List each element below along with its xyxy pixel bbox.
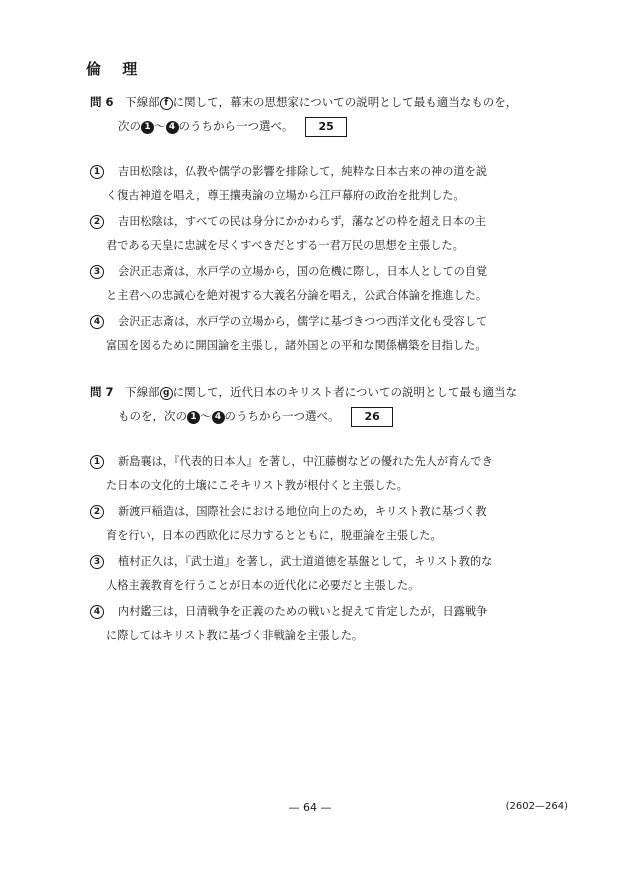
- question-6-options: [90, 160, 570, 358]
- page-number: — 64 —: [288, 801, 332, 814]
- option-number: 3: [90, 555, 104, 569]
- prompt-text: 下線部: [125, 95, 160, 109]
- option-3: [90, 260, 570, 308]
- choice-range-end: 4: [166, 121, 179, 134]
- range-tilde: ～: [200, 409, 212, 423]
- option-text: に際してはキリスト教に基づく非戦論を主張した。: [106, 629, 364, 642]
- option-text: 君である天皇に忠誠を尽くすべきだとする一君万民の思想を主張した。: [106, 239, 464, 252]
- exam-code: (2602—264): [505, 801, 568, 812]
- prompt-text: 下線部: [125, 385, 160, 399]
- option-number: 4: [90, 605, 104, 619]
- answer-number-box: 25: [305, 117, 347, 137]
- choice-range-end: 4: [212, 411, 225, 424]
- subject-heading: 倫 理: [86, 60, 146, 78]
- option-text: 育を行い，日本の西欧化に尽力するとともに，脱亜論を主張した。: [106, 529, 442, 542]
- option-1: [90, 160, 570, 208]
- option-1: [90, 450, 570, 498]
- choice-range-start: 1: [187, 411, 200, 424]
- question-7-prompt: [90, 380, 570, 428]
- option-number: 3: [90, 265, 104, 279]
- option-text: く復古神道を唱え，尊王攘夷論の立場から江戸幕府の政治を批判した。: [106, 189, 465, 202]
- option-text: 植村正久は，『武士道』を著し，武士道道徳を基盤として，キリスト教的な: [118, 555, 493, 568]
- choice-range-start: 1: [141, 121, 154, 134]
- prompt-text: ものを，次の: [118, 409, 187, 423]
- option-3: [90, 550, 570, 598]
- underline-reference-mark: f: [160, 97, 173, 110]
- option-number: 2: [90, 215, 104, 229]
- prompt-text: に関して，近代日本のキリスト者についての説明として最も適当な: [172, 385, 517, 399]
- option-2: [90, 500, 570, 548]
- option-4: [90, 310, 570, 358]
- prompt-text: 次の: [118, 119, 141, 133]
- option-number: 1: [90, 165, 104, 179]
- option-text: と主君への忠誠心を絶対視する大義名分論を唱え，公武合体論を推進した。: [106, 289, 488, 302]
- option-text: 吉田松陰は，仏教や儒学の影響を排除して，純粋な日本古来の神の道を説: [118, 165, 487, 178]
- option-number: 1: [90, 455, 104, 469]
- question-7: [90, 380, 570, 650]
- prompt-text: に関して，幕末の思想家についての説明として最も適当なものを，: [172, 95, 518, 109]
- option-text: 会沢正志斎は，水戸学の立場から，国の危機に際し，日本人としての自覚: [118, 265, 488, 278]
- range-tilde: ～: [154, 119, 166, 133]
- option-number: 4: [90, 315, 104, 329]
- option-text: 新渡戸稲造は，国際社会における地位向上のため，キリスト教に基づく教: [118, 505, 487, 518]
- question-6: [90, 90, 570, 360]
- answer-number-box: 26: [351, 407, 393, 427]
- underline-reference-mark: g: [160, 387, 173, 400]
- question-7-options: [90, 450, 570, 648]
- option-2: [90, 210, 570, 258]
- option-number: 2: [90, 505, 104, 519]
- prompt-text: のうちから一つ選べ。: [224, 409, 340, 423]
- question-number: 問 7: [90, 385, 114, 399]
- option-text: 内村鑑三は，日清戦争を正義のための戦いと捉えて肯定したが，日露戦争: [118, 605, 488, 618]
- option-text: 新島襄は，『代表的日本人』を著し，中江藤樹などの優れた先人が育んでき: [118, 455, 493, 468]
- prompt-text: のうちから一つ選べ。: [178, 119, 294, 133]
- option-text: た日本の文化的土壌にこそキリスト教が根付くと主張した。: [106, 479, 408, 492]
- option-text: 人格主義教育を行うことが日本の近代化に必要だと主張した。: [106, 579, 420, 592]
- question-6-prompt: [90, 90, 570, 138]
- question-number: 問 6: [90, 95, 114, 109]
- option-text: 富国を図るために開国論を主張し，諸外国との平和な関係構築を目指した。: [106, 339, 487, 352]
- option-text: 会沢正志斎は，水戸学の立場から，儒学に基づきつつ西洋文化も受容して: [118, 315, 488, 328]
- option-4: [90, 600, 570, 648]
- option-text: 吉田松陰は，すべての民は身分にかかわらず，藩などの枠を超え日本の主: [118, 215, 487, 228]
